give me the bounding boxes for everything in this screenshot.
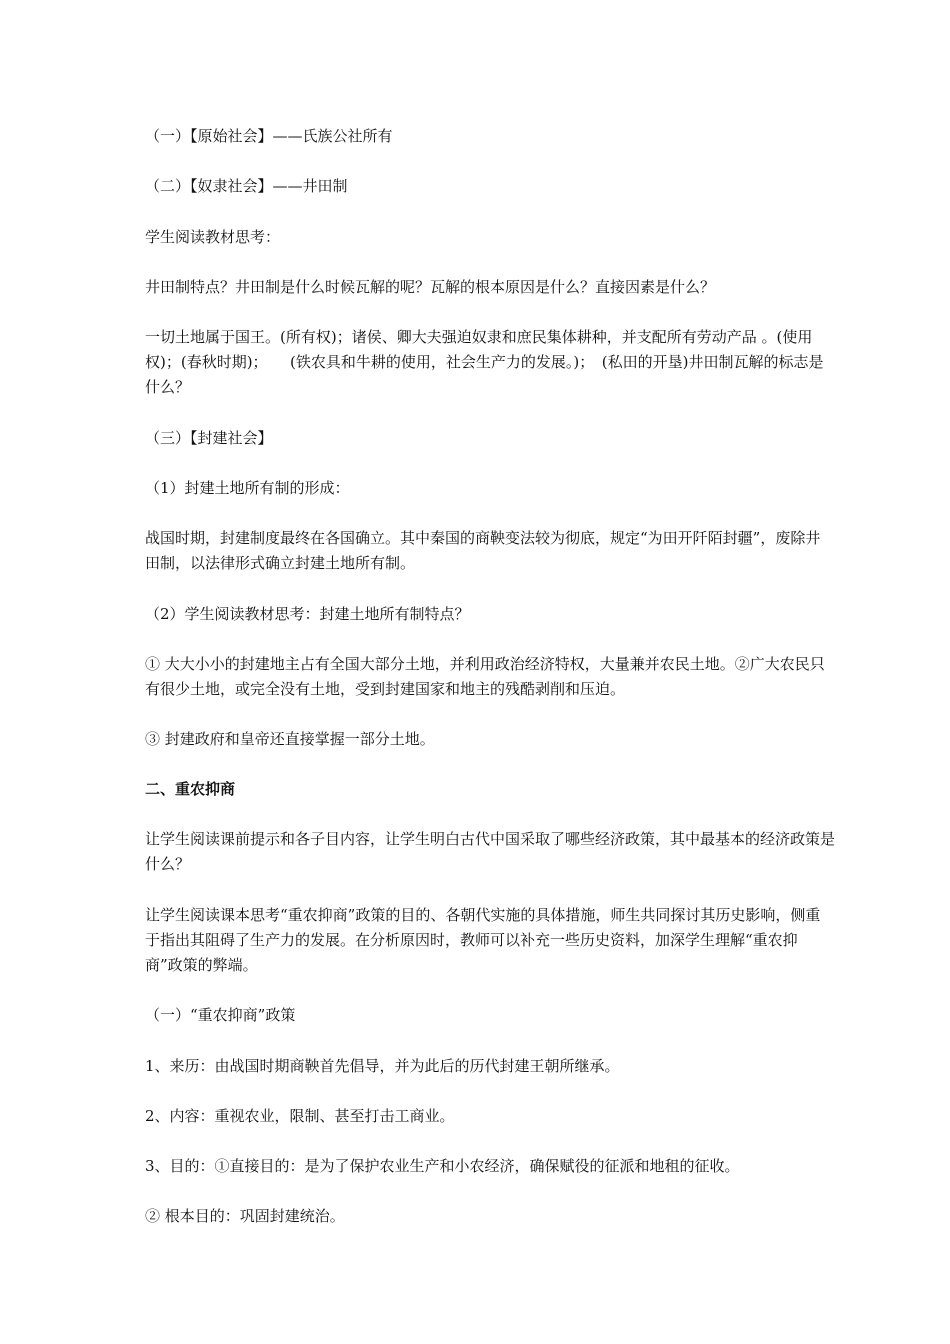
section-primitive-society: （一）【原始社会】——氏族公社所有 <box>145 127 393 145</box>
policy-purpose: 3、目的：①直接目的：是为了保护农业生产和小农经济，确保赋役的征派和地租的征收。 <box>145 1157 740 1175</box>
well-field-questions: 井田制特点？井田制是什么时候瓦解的呢？瓦解的根本原因是什么？直接因素是什么？ <box>145 278 716 296</box>
policy-content: 2、内容：重视农业，限制、甚至打击工商业。 <box>145 1107 455 1125</box>
feudal-land-features-question: （2）学生阅读教材思考：封建土地所有制特点？ <box>145 605 470 623</box>
section-feudal-society: （三）【封建社会】 <box>145 429 273 447</box>
reading-prompt-policies: 让学生阅读课前提示和各子目内容，让学生明白古代中国采取了哪些经济政策，其中最基本的经济政策是什么？ <box>145 830 836 873</box>
feudal-land-formation-heading: （1）封建土地所有制的形成： <box>145 479 350 497</box>
subsection-policy: （一）“重农抑商”政策 <box>145 1006 296 1024</box>
well-field-answers: 一切土地属于国王。(所有权)；诸侯、卿大夫强迫奴隶和庶民集体耕种，并支配所有劳动产品 。(使用权)；(春秋时期)； (铁农具和牛耕的使用，社会生产力的发展。)； (私田的开垦)井田制瓦解的标志是什么？ <box>145 328 824 396</box>
policy-origin: 1、来历：由战国时期商鞅首先倡导，并为此后的历代封建王朝所继承。 <box>145 1057 620 1075</box>
reading-prompt-policy-purpose: 让学生阅读课本思考“重农抑商”政策的目的、各朝代实施的具体措施，师生共同探讨其历史影响，侧重于指出其阻碍了生产力的发展。在分析原因时，教师可以补充一些历史资料，加深学生理解“重农抑商”政策的弊端。 <box>145 906 821 974</box>
policy-fundamental-purpose: ② 根本目的：巩固封建统治。 <box>145 1207 345 1225</box>
heading-emphasis-agriculture: 二、重农抑商 <box>145 780 236 798</box>
student-reading-prompt: 学生阅读教材思考： <box>145 228 281 246</box>
section-slave-society: （二）【奴隶社会】——井田制 <box>145 177 348 195</box>
feudal-land-features-3: ③ 封建政府和皇帝还直接掌握一部分土地。 <box>145 730 435 748</box>
warring-states-paragraph: 战国时期，封建制度最终在各国确立。其中秦国的商鞅变法较为彻底，规定“为田开阡陌封疆”，废除井田制，以法律形式确立封建土地所有制。 <box>145 529 821 572</box>
feudal-land-features-1-2: ① 大大小小的封建地主占有全国大部分土地，并利用政治经济特权，大量兼并农民土地。②广大农民只有很少土地，或完全没有土地，受到封建国家和地主的残酷剥削和压迫。 <box>145 655 825 698</box>
